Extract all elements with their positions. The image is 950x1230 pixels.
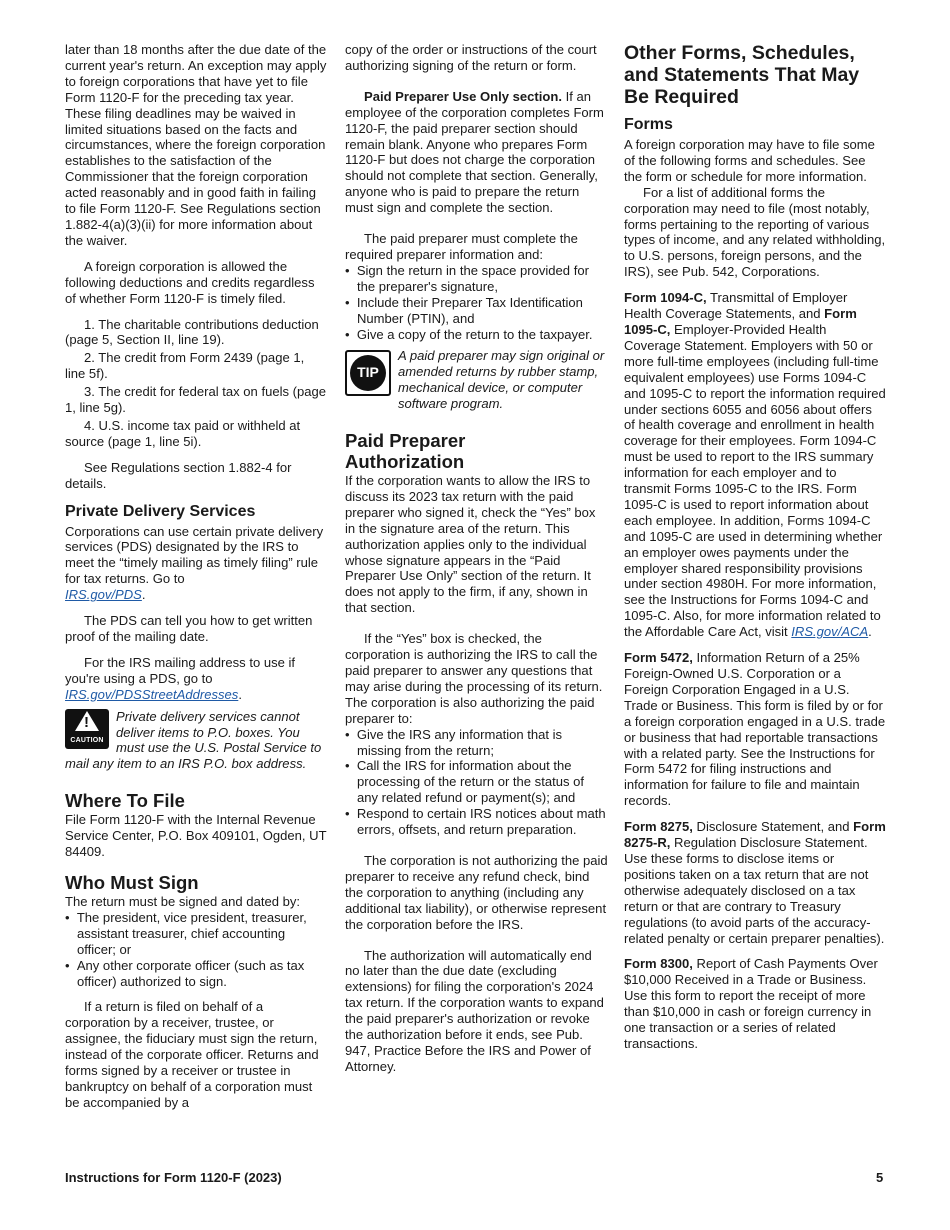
form-8275r-title: Form 8275-R, (624, 819, 886, 851)
pds-address-text: For the IRS mailing address to use if you're using a PDS, go to (65, 654, 296, 686)
form-8275-text: Disclosure Statement, and (692, 819, 854, 835)
fiduciary-paragraph: If a return is filed on behalf of a corporation by a receiver, trustee, or assignee, the fiduciary must sign the return, instead of the corporate officer. Returns and forms signed by a receiver or trustee in bankruptcy on behalf of a corporation must be accompanied by a (65, 999, 319, 1110)
waiver-paragraph: later than 18 months after the due date of the current year's return. An exception may apply to foreign corporations that have yet to file Form 1120-F for the preceding tax year. These filing deadlines may be waived in limited situations based on the facts and circumstances, where the foreign corporation establishes to the satisfaction of the Commissioner that the foreign corporation acted reasonably and in good faith in failing to file Form 1120-F. See Regulations section 1.882-4(a)(3)(ii) for more information about the waiver. (65, 42, 327, 248)
caution-label: CAUTION (70, 736, 104, 744)
list-item: • Sign the return in the space provided for the preparer's signature, (345, 263, 608, 295)
list-item: 3. The credit for federal tax on fuels (page 1, line 5g). (65, 384, 326, 416)
form-1094c-title: Form 1094-C, (624, 290, 707, 306)
pds-proof-paragraph: The PDS can tell you how to get written proof of the mailing date. (65, 613, 313, 644)
list-item: • Call the IRS for information about the processing of the return or the status of any related refund or payment(s); and (345, 758, 608, 806)
paid-preparer-use-title: Paid Preparer Use Only section. (364, 88, 562, 104)
private-delivery-heading: Private Delivery Services (65, 502, 256, 520)
authorization-end-paragraph: The authorization will automatically end no later than the due date (excluding extensions) for filing the corporation's 2024 tax return. If the corporation wants to expand the paid preparer's authorization or revoke the authorization before it ends, see Pub. 947, Practice Before the IRS and Power of Attorney. (345, 947, 604, 1074)
column-right (624, 42, 886, 1062)
authorization-paragraph: If the corporation wants to allow the IRS to discuss its 2023 tax return with the paid preparer who signed it, check the “Yes” box in the signature area of the return. This authorization applies only to the individual whose signature appears in the “Paid Preparer Use Only” section of the return. It does not apply to the firm, if any, shown in that section. (345, 473, 596, 616)
tip-note (345, 348, 608, 412)
column-left (65, 42, 327, 1121)
pds-paragraph: Corporations can use certain private delivery services (PDS) designated by the IRS to meet the “timely mailing as timely filing” rule for tax returns. Go to IRS.gov/PDS. (65, 523, 324, 603)
tip-label: TIP (350, 355, 386, 391)
form-5472-paragraph (624, 650, 886, 809)
list-item: 2. The credit from Form 2439 (page 1, line 5f). (65, 350, 305, 382)
authorization-scope-paragraph: If the “Yes” box is checked, the corporation is authorizing the IRS to call the paid preparer to answer any questions that may arise during the processing of its return. The corporation is also authorizing the paid preparer to: (345, 631, 603, 726)
form-1094c-paragraph: Form 1094-C, Transmittal of Employer Health Coverage Statements, and Form 1095-C, Employer-Provided Health Coverage Statement. Employers with 50 or more full-time employees (including full-time equivalent employees) use Forms 1094-C and 1095-C to report the information required under sections 6055 and 6056 about offers of health coverage and enrollment in health coverage for their employees. Form 1094-C must be used to report to the IRS summary information for each employer and to transmit Forms 1095-C to the IRS. Form 1095-C is used to report information about each employee. In addition, Forms 1094-C and 1095-C are used in determining whether an employer owes payments under the employer shared responsibility provisions under section 4980H. For more information, see the Instructions for Forms 1094-C and 1095-C. Also, for more information related to the Affordable Care Act, visit IRS.gov/ACA. (624, 290, 886, 640)
form-8300-title: Form 8300, (624, 956, 693, 972)
form-1095c-text: Employer-Provided Health Coverage Statement. Employers with 50 or more full-time employees (including full-time equivalent employees) use Forms 1094-C and 1095-C to report the information required under sections 6055 and 6056 about offers of health coverage and enrollment in health coverage for their employees. Form 1094-C must be used to report to the IRS summary information for each employer and to transmit Forms 1095-C to the IRS. Form 1095-C is used to report information about each employee. In addition, Forms 1094-C and 1095-C are used in determining whether an employer owes payments under the employer shared responsibility provisions under section 4980H. For more information, see the Instructions for Forms 1094-C and 1095-C. Also, for more information related to the Affordable Care Act, visit (624, 321, 886, 640)
not-authorizing-paragraph: The corporation is not authorizing the paid preparer to receive any refund check, bind the corporation to anything (including any additional tax liability), or otherwise represent the corporation before the IRS. (345, 852, 608, 932)
paid-preparer-authorization-heading: Paid Preparer Authorization (345, 430, 466, 473)
court-order-paragraph: copy of the order or instructions of the court authorizing signing of the return or form. (345, 42, 597, 73)
irs-pds-link[interactable]: IRS.gov/PDS (65, 587, 142, 603)
preparer-requirements-intro: The paid preparer must complete the required preparer information and: (345, 231, 578, 262)
paid-preparer-use-paragraph (345, 89, 608, 216)
tip-icon (345, 350, 391, 396)
column-middle (345, 42, 608, 1085)
form-8275r-text: Regulation Disclosure Statement. Use these forms to disclose items or positions taken on a tax return that are not otherwise adequately disclosed on a tax return or that are contrary to Treasury regulations (to avoid parts of the accuracy-related penalty or certain preparer penalties). (624, 835, 885, 946)
list-item: • Give a copy of the return to the taxpayer. (345, 327, 608, 343)
regulations-note: See Regulations section 1.882-4 for details. (65, 459, 292, 491)
footer-title: Instructions for Form 1120-F (2023) (65, 1170, 282, 1185)
forms-intro: A foreign corporation may have to file some of the following forms and schedules. See the form or schedule for more information. (624, 137, 875, 184)
list-item: 1. The charitable contributions deduction (page 5, Section II, line 19). (65, 316, 319, 348)
who-must-sign-heading: Who Must Sign (65, 871, 199, 893)
irs-aca-link[interactable]: IRS.gov/ACA (791, 624, 869, 640)
caution-text: Private delivery services cannot deliver items to P.O. boxes. You must use the U.S. Postal Service to mail any item to an IRS P.O. box address. (65, 708, 322, 772)
form-5472-title: Form 5472, (624, 650, 693, 666)
pds-address-paragraph: For the IRS mailing address to use if you're using a PDS, go to IRS.gov/PDSStreetAddresses. (65, 654, 296, 702)
form-8300-paragraph (624, 956, 886, 1051)
where-to-file-paragraph: File Form 1120-F with the Internal Revenue Service Center, P.O. Box 409101, Ogden, UT 84409. (65, 812, 327, 860)
list-item: • Give the IRS any information that is missing from the return; (345, 727, 608, 759)
form-1094c-text: Transmittal of Employer Health Coverage Statements, and (624, 290, 848, 322)
irs-pds-street-link[interactable]: IRS.gov/PDSStreetAddresses (65, 686, 239, 702)
list-item: • Any other corporate officer (such as tax officer) authorized to sign. (65, 958, 327, 990)
caution-icon: ! CAUTION (65, 709, 109, 749)
paid-preparer-use-text: If an employee of the corporation completes Form 1120-F, the paid preparer section should remain blank. Anyone who prepares Form 1120-F but does not charge the corporation should not complete that section. Generally, anyone who is paid to prepare the return must sign and complete the section. (345, 88, 604, 216)
form-1095c-title: Form 1095-C, (624, 306, 857, 337)
additional-forms-paragraph: For a list of additional forms the corporation may need to file (most notably, forms pertaining to the reporting of various types of income, and any related withholding, to U.S. persons, foreign persons, and the IRS), see Pub. 542, Corporations. (624, 184, 886, 280)
other-forms-heading: Other Forms, Schedules, and Statements That May Be Required (624, 42, 860, 108)
who-must-sign-intro: The return must be signed and dated by: (65, 893, 300, 909)
tip-text: A paid preparer may sign original or amended returns by rubber stamp, mechanical device, or computer software program. (398, 348, 605, 412)
form-8275-paragraph (624, 819, 886, 946)
where-to-file-heading: Where To File (65, 790, 185, 812)
page-number: 5 (876, 1170, 884, 1185)
pds-text: Corporations can use certain private delivery services (PDS) designated by the IRS to meet the “timely mailing as timely filing” rule for tax returns. Go to (65, 523, 324, 587)
caution-note (65, 709, 327, 773)
list-item: • The president, vice president, treasurer, assistant treasurer, chief accounting officer; or (65, 910, 327, 958)
form-8275-title: Form 8275, (624, 819, 693, 835)
forms-subheading: Forms (624, 116, 673, 133)
form-5472-text: Information Return of a 25% Foreign-Owned U.S. Corporation or a Foreign Corporation Engaged in a U.S. Trade or Business. This form is filed by or for a foreign corporation engaged in a U.S. trade or business that had reportable transactions with a related party. See the Instructions for Form 5472 for filing instructions and information for failure to file and maintain records. (624, 650, 886, 809)
form-8300-text: Report of Cash Payments Over $10,000 Received in a Trade or Business. Use this form to report the receipt of more than $10,000 in cash or foreign currency in one transaction or a series of related transactions. (624, 956, 878, 1051)
deductions-intro: A foreign corporation is allowed the following deductions and credits regardless of whether Form 1120-F is timely filed. (65, 258, 315, 306)
list-item: 4. U.S. income tax paid or withheld at source (page 1, line 5i). (65, 417, 301, 449)
list-item: • Include their Preparer Tax Identification Number (PTIN), and (345, 295, 608, 327)
list-item: • Respond to certain IRS notices about math errors, offsets, and return preparation. (345, 806, 608, 838)
